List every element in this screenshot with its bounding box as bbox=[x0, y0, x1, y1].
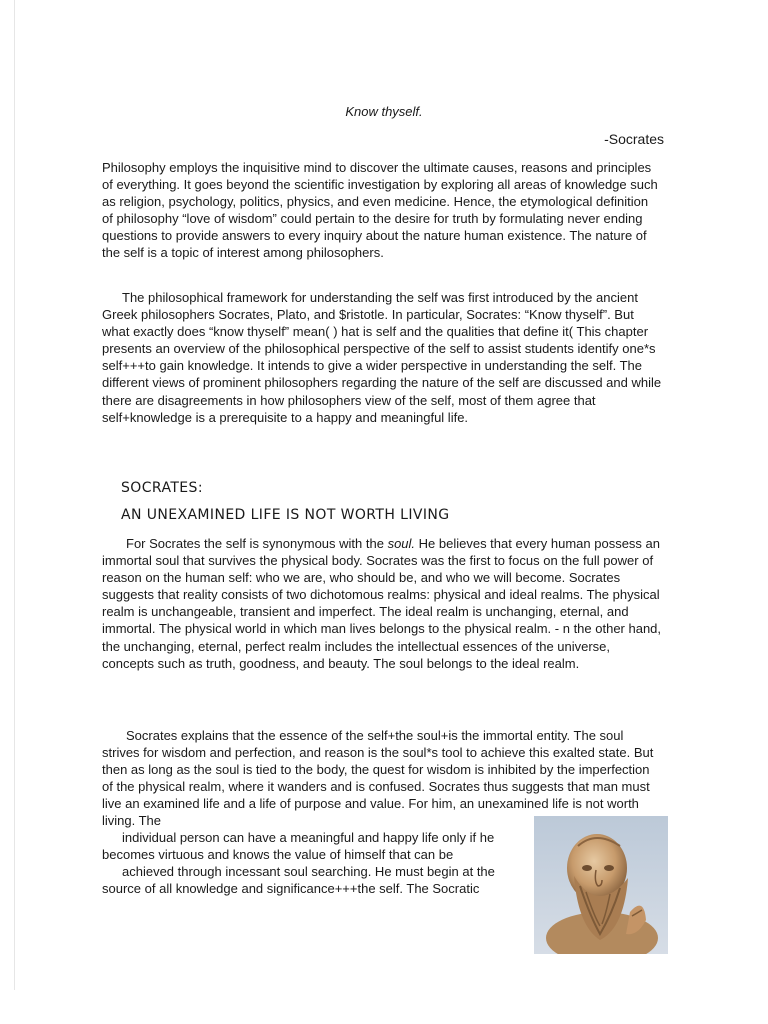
wrapped-text-b: achieved through incessant soul searching. He must begin at the source of all knowledge and significance+++the self. The Socratic bbox=[102, 864, 495, 897]
framework-text: The philosophical framework for understanding the self was first introduced by the ancient Greek philosophers Socrates, Plato, and $ristotle. In particular, Socrates: “Know thyself”. But what exactly does “know thyself” mean( ) hat is self and the qualities that define it( This chapter presents an overview of the philosophical perspective of the self to assist students identify one*s self+++to gain knowledge. It intends to give a wider perspective in understanding the self. The different views of prominent philosophers regarding the nature of the self are discussed and while there are disagreements in how philosophers view of the self, most of them agree that self+knowledge is a prerequisite to a happy and meaningful life. bbox=[102, 290, 662, 425]
wrapped-text-line-a bbox=[102, 829, 514, 863]
examined-life-text: Socrates explains that the essence of the self+the soul+is the immortal entity. The soul strives for wisdom and perfection, and reason is the soul*s tool to achieve this exalted state. But then as long as the soul is tied to the body, the quest for wisdom is inhibited by the imperfection of the physical realm, where it wanders and is confused. Socrates thus suggests that man must live an examined life and a life of purpose and value. For him, an unexamined life is not worth living. The bbox=[102, 728, 654, 829]
framework-paragraph bbox=[102, 289, 662, 426]
socrates-soul-paragraph bbox=[102, 535, 662, 672]
wrapped-text-block bbox=[102, 829, 514, 897]
wrapped-text-a: individual person can have a meaningful and happy life only if he becomes virtuous and knows the value of himself that can be bbox=[102, 830, 495, 863]
section-subheading: AN UNEXAMINED LIFE IS NOT WORTH LIVING bbox=[121, 507, 450, 523]
examined-life-paragraph bbox=[102, 727, 662, 830]
socrates-bust-image bbox=[534, 816, 668, 954]
epigraph-quote: Know thyself. bbox=[345, 104, 423, 119]
soul-paragraph-lead: For Socrates the self is synonymous with the bbox=[126, 536, 388, 551]
epigraph-attribution: -Socrates bbox=[604, 131, 664, 147]
soul-emphasis: soul. bbox=[387, 536, 416, 551]
wrapped-text-line-b bbox=[102, 863, 514, 897]
page-margin-rule bbox=[14, 0, 15, 990]
section-heading: SOCRATES: bbox=[121, 480, 203, 496]
intro-paragraph: Philosophy employs the inquisitive mind to discover the ultimate causes, reasons and principles of everything. It goes beyond the scientific investigation by exploring all areas of knowledge such as religion, psychology, politics, physics, and even medicine. Hence, the etymological definition of philosophy “love of wisdom” could pertain to the desire for truth by formulating never ending questions to provide answers to every inquiry about the nature human existence. The nature of the self is a topic of interest among philosophers. bbox=[102, 160, 658, 261]
soul-paragraph-rest: He believes that every human possess an immortal soul that survives the physical body. Socrates was the first to focus on the full power of reason on the human self: who we are, who should be, and who we will become. Socrates suggests that reality consists of two dichotomous realms: physical and ideal realms. The physical realm is unchangeable, transient and imperfect. The ideal realm is unchanging, eternal, and immortal. The physical world in which man lives belongs to the physical realm. - n the other hand, the unchanging, eternal, perfect realm includes the intellectual essences of the universe, concepts such as truth, goodness, and beauty. The soul belongs to the ideal realm. bbox=[102, 536, 662, 671]
